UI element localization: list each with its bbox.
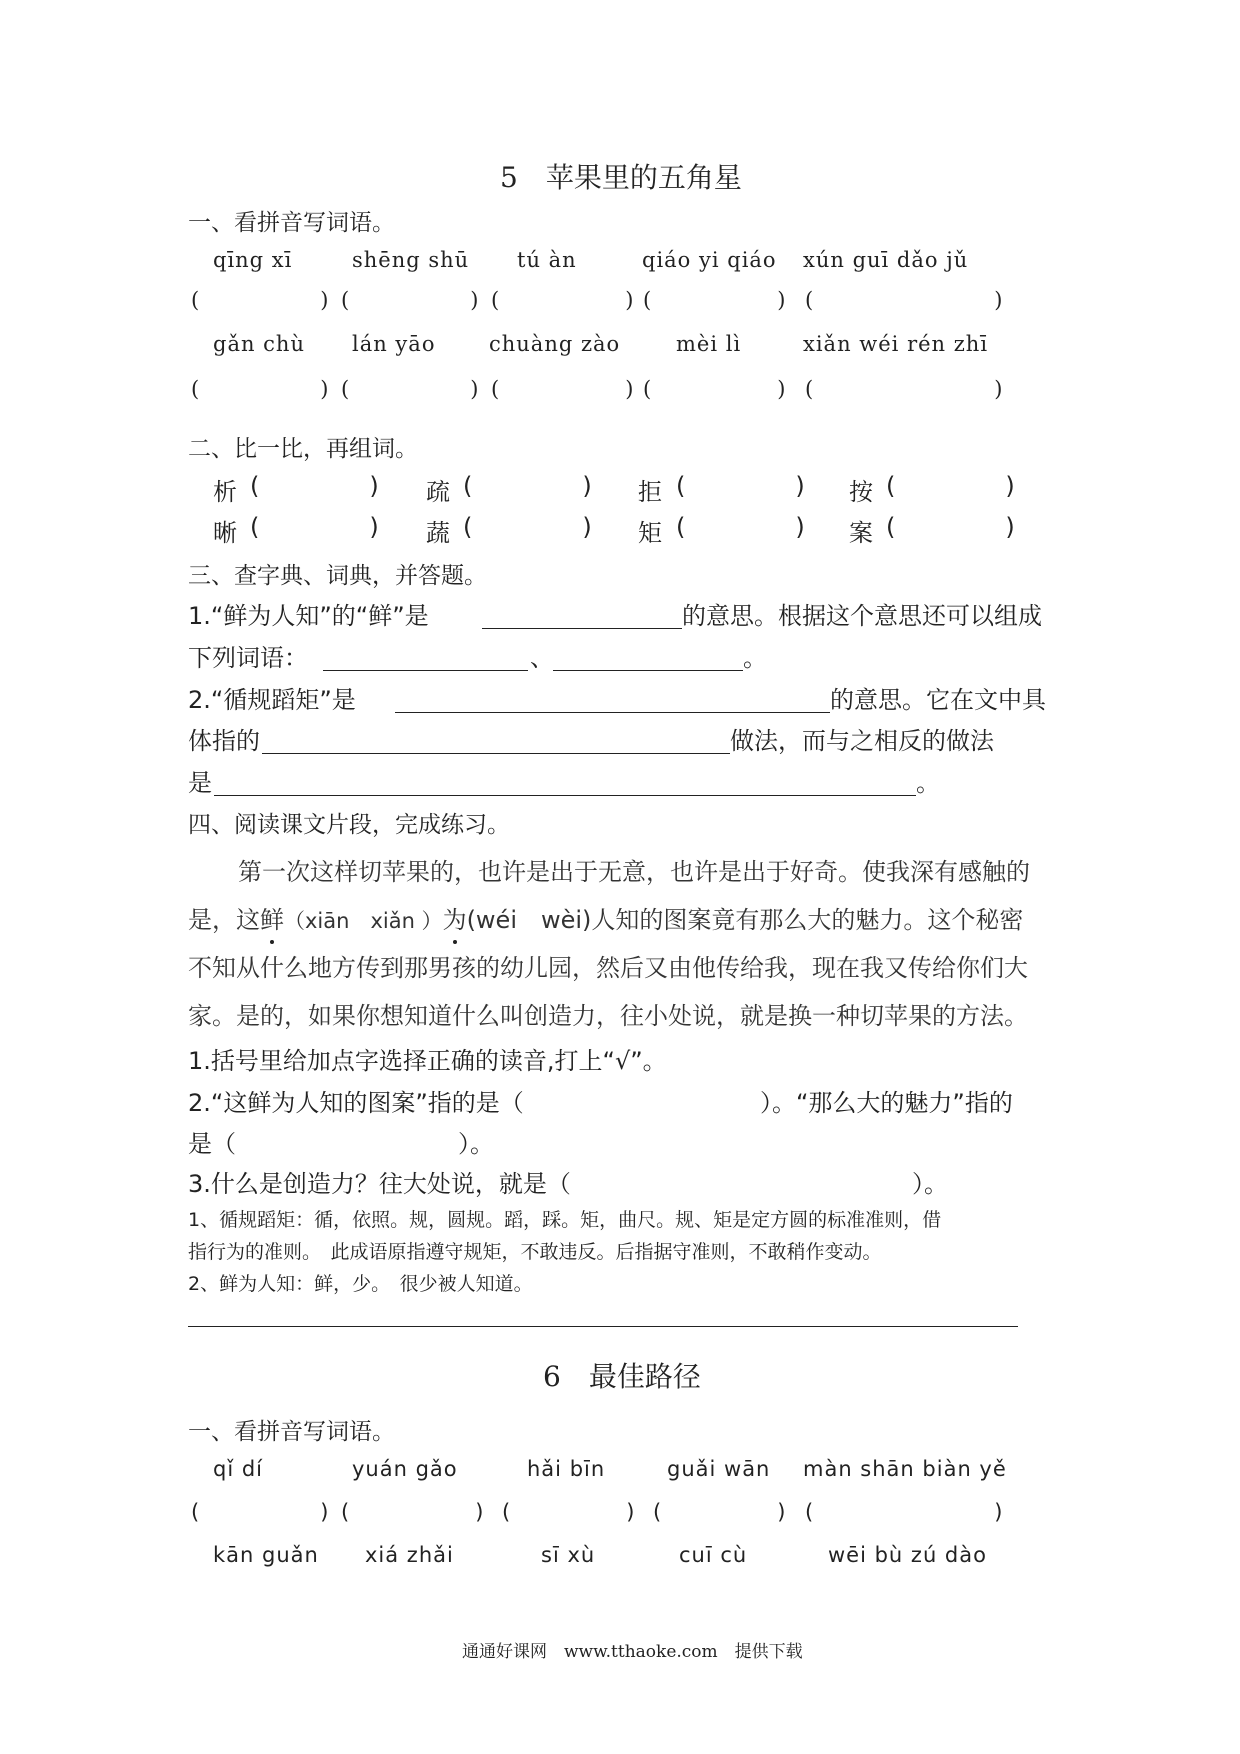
word-blank[interactable]: ( ) xyxy=(463,513,592,541)
pinyin: hǎi bīn xyxy=(527,1457,606,1481)
answer-bracket[interactable]: ( ) xyxy=(191,377,330,401)
compare-char: 矩 xyxy=(638,519,662,547)
passage-line: 不知从什么地方传到那男孩的幼儿园，然后又由他传给我，现在我又传给你们大 xyxy=(188,954,1028,982)
answer-bracket[interactable]: ( ) xyxy=(341,288,480,312)
word-blank[interactable]: ( ) xyxy=(463,472,592,500)
pinyin: qīng xī xyxy=(213,248,293,272)
compare-char: 析 xyxy=(213,478,237,506)
q-text: 3.什么是创造力？往大处说，就是（ xyxy=(188,1170,571,1198)
pinyin: kān guǎn xyxy=(213,1543,319,1567)
pinyin: màn shān biàn yě xyxy=(803,1457,1007,1481)
passage-text: 是，这 xyxy=(188,906,260,934)
q-text: 1.括号里给加点字选择正确的读音,打上“√”。 xyxy=(188,1047,667,1075)
answer-bracket[interactable]: ( ) xyxy=(805,1500,1004,1524)
answer-bracket[interactable]: ( ) xyxy=(341,377,480,401)
separator: 、 xyxy=(530,644,554,672)
sec3-heading: 三、查字典、词典，并答题。 xyxy=(188,563,487,589)
lesson5-title: 5 苹果里的五角星 xyxy=(500,161,742,194)
pinyin: xún guī dǎo jǔ xyxy=(803,248,969,272)
note: 指行为的准则。 此成语原指遵守规矩，不敢违反。后指据守准则，不敢稍作变动。 xyxy=(188,1241,882,1263)
pinyin: gǎn chù xyxy=(213,332,305,356)
q1-text: 1.“鲜为人知”的“鲜”是 xyxy=(188,602,429,630)
compare-char: 拒 xyxy=(638,478,662,506)
answer-line[interactable] xyxy=(262,753,730,754)
q2-text: 2.“循规蹈矩”是 xyxy=(188,686,356,714)
compare-char: 疏 xyxy=(426,478,450,506)
pinyin: cuī cù xyxy=(679,1543,748,1567)
answer-line[interactable] xyxy=(395,712,830,713)
word-blank[interactable]: ( ) xyxy=(676,513,805,541)
compare-char: 案 xyxy=(849,519,873,547)
lesson6-heading: 一、看拼音写词语。 xyxy=(188,1419,395,1445)
period: 。 xyxy=(916,769,940,797)
word-blank[interactable]: ( ) xyxy=(886,513,1015,541)
q2-text: 体指的 xyxy=(188,727,260,755)
word-blank[interactable]: ( ) xyxy=(886,472,1015,500)
passage-text: (wéi wèi)人知的图案竟有那么大的魅力。这个秘密 xyxy=(466,906,1024,934)
q-text: ）。“那么大的魅力”指的 xyxy=(760,1089,1013,1117)
q-text: ）。 xyxy=(458,1130,494,1158)
dotted-char-xian: 鲜 xyxy=(260,906,284,934)
answer-bracket[interactable]: ( ) xyxy=(653,1500,787,1524)
pinyin: guǎi wān xyxy=(667,1457,771,1481)
emphasis-dot xyxy=(270,940,274,944)
divider xyxy=(188,1326,1018,1327)
q2-text: 是 xyxy=(188,769,212,797)
pinyin-options[interactable]: （xiān xiǎn ） xyxy=(284,909,443,933)
answer-bracket[interactable]: ( ) xyxy=(805,288,1004,312)
answer-bracket[interactable]: ( ) xyxy=(805,377,1004,401)
answer-bracket[interactable]: ( ) xyxy=(341,1500,485,1524)
pinyin: yuán gǎo xyxy=(352,1457,458,1481)
note: 1、循规蹈矩：循，依照。规，圆规。蹈，踩。矩，曲尺。规、矩是定方圆的标准准则，借 xyxy=(188,1209,942,1231)
emphasis-dot xyxy=(453,940,457,944)
pinyin: qǐ dí xyxy=(213,1457,264,1481)
word-blank[interactable]: ( ) xyxy=(250,513,379,541)
sec2-heading: 二、比一比，再组词。 xyxy=(188,436,418,462)
passage-line: 第一次这样切苹果的，也许是出于无意，也许是出于好奇。使我深有感触的 xyxy=(238,858,1030,886)
answer-bracket[interactable]: ( ) xyxy=(191,288,330,312)
pinyin: qiáo yi qiáo xyxy=(642,248,777,272)
q2-text: 做法，而与之相反的做法 xyxy=(730,727,994,755)
answer-bracket[interactable]: ( ) xyxy=(491,377,635,401)
sec1-heading: 一、看拼音写词语。 xyxy=(188,210,395,236)
answer-line[interactable] xyxy=(214,795,916,796)
answer-bracket[interactable]: ( ) xyxy=(643,377,787,401)
answer-bracket[interactable]: ( ) xyxy=(643,288,787,312)
pinyin: tú àn xyxy=(517,248,577,272)
word-blank[interactable]: ( ) xyxy=(676,472,805,500)
pinyin: xiá zhǎi xyxy=(365,1543,454,1567)
pinyin: chuàng zào xyxy=(489,332,621,356)
passage-line: 家。是的，如果你想知道什么叫创造力，往小处说，就是换一种切苹果的方法。 xyxy=(188,1002,1028,1030)
pinyin: mèi lì xyxy=(676,332,742,356)
compare-char: 蔬 xyxy=(426,519,450,547)
sec4-heading: 四、阅读课文片段，完成练习。 xyxy=(188,812,510,838)
pinyin: xiǎn wéi rén zhī xyxy=(803,332,989,356)
answer-bracket[interactable]: ( ) xyxy=(502,1500,636,1524)
pinyin: sī xù xyxy=(541,1543,596,1567)
footer-credit: 通通好课网 www.tthaoke.com 提供下载 xyxy=(462,1642,803,1662)
q2-text: 的意思。它在文中具 xyxy=(830,686,1046,714)
period: 。 xyxy=(743,644,767,672)
pinyin: lán yāo xyxy=(352,332,436,356)
dotted-char-wei: 为 xyxy=(443,906,467,934)
pinyin: shēng shū xyxy=(352,248,470,272)
q1-text: 的意思。根据这个意思还可以组成 xyxy=(682,602,1042,630)
note: 2、鲜为人知：鲜，少。 很少被人知道。 xyxy=(188,1273,533,1295)
answer-line[interactable] xyxy=(323,670,528,671)
answer-bracket[interactable]: ( ) xyxy=(491,288,635,312)
compare-char: 晰 xyxy=(213,519,237,547)
answer-bracket[interactable]: ( ) xyxy=(191,1500,330,1524)
lesson6-title: 6 最佳路径 xyxy=(543,1360,701,1393)
word-blank[interactable]: ( ) xyxy=(250,472,379,500)
answer-line[interactable] xyxy=(553,670,743,671)
q1-text: 下列词语： xyxy=(188,644,308,672)
q-text: ）。 xyxy=(912,1170,948,1198)
pinyin: wēi bù zú dào xyxy=(828,1543,987,1567)
compare-char: 按 xyxy=(849,478,873,506)
q-text: 2.“这鲜为人知的图案”指的是（ xyxy=(188,1089,524,1117)
answer-line[interactable] xyxy=(482,628,682,629)
passage-line xyxy=(188,900,1023,935)
q-text: 是（ xyxy=(188,1130,236,1158)
